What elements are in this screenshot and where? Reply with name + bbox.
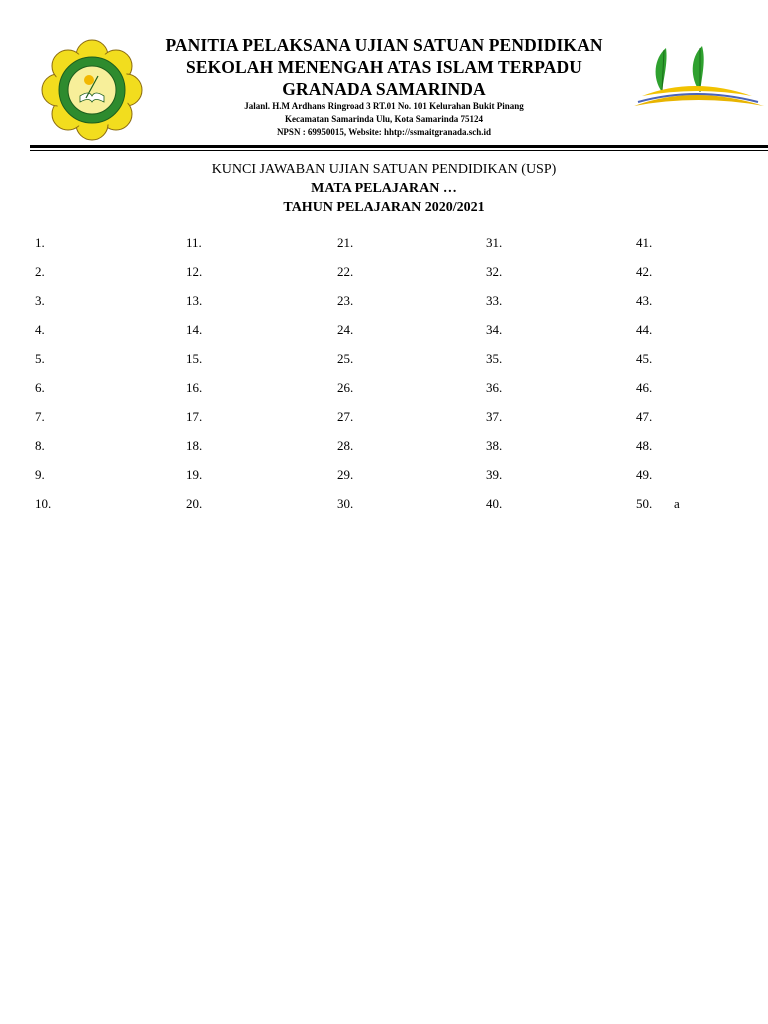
question-number: 9.: [35, 467, 45, 482]
question-number: 21.: [337, 235, 354, 250]
question-number: 8.: [35, 438, 45, 453]
question-number: 15.: [186, 351, 203, 366]
npsn-website: NPSN : 69950015, Website: hhtp://ssmaitgranada.sch.id: [276, 127, 492, 137]
question-number: 31.: [486, 235, 503, 250]
question-number: 37.: [486, 409, 503, 424]
school-type: SEKOLAH MENENGAH ATAS ISLAM TERPADU: [185, 57, 582, 77]
question-number: 22.: [337, 264, 354, 279]
answer-item: [486, 322, 502, 338]
question-number: 34.: [486, 322, 503, 337]
answer-item: [186, 496, 202, 512]
letterhead-divider-thick: [30, 145, 768, 148]
answer-item: [337, 438, 353, 454]
answer-item: [337, 380, 353, 396]
answer-item: [636, 264, 652, 280]
question-number: 45.: [636, 351, 653, 366]
answer-item: [486, 496, 502, 512]
question-number: 36.: [486, 380, 503, 395]
answer-item: [186, 264, 202, 280]
question-number: 46.: [636, 380, 653, 395]
answer-item: [35, 438, 45, 454]
answer-item: [337, 264, 353, 280]
question-number: 29.: [337, 467, 354, 482]
question-number: 11.: [186, 235, 202, 250]
answer-item: [486, 467, 502, 483]
answer-item: [636, 235, 652, 251]
answer-item: [486, 264, 502, 280]
title-line-1: KUNCI JAWABAN UJIAN SATUAN PENDIDIKAN (USP): [211, 162, 557, 177]
answer-item: [636, 496, 680, 512]
question-number: 50.: [636, 496, 653, 511]
answer-item: [337, 496, 353, 512]
question-number: 25.: [337, 351, 354, 366]
answer-item: [186, 322, 202, 338]
question-number: 44.: [636, 322, 653, 337]
question-number: 23.: [337, 293, 354, 308]
answer-item: [186, 380, 202, 396]
answer-item: [35, 293, 45, 309]
question-number: 32.: [486, 264, 503, 279]
answer-item: [186, 438, 202, 454]
answer-item: [35, 264, 45, 280]
answer-item: [337, 351, 353, 367]
question-number: 42.: [636, 264, 653, 279]
question-number: 41.: [636, 235, 653, 250]
question-number: 43.: [636, 293, 653, 308]
question-number: 12.: [186, 264, 203, 279]
question-number: 20.: [186, 496, 203, 511]
question-number: 24.: [337, 322, 354, 337]
question-number: 38.: [486, 438, 503, 453]
question-number: 17.: [186, 409, 203, 424]
committee-title: PANITIA PELAKSANA UJIAN SATUAN PENDIDIKAN: [165, 35, 603, 55]
question-number: 19.: [186, 467, 203, 482]
answer-item: [337, 293, 353, 309]
answer-item: [337, 409, 353, 425]
answer-item: [35, 351, 45, 367]
answer-item: [35, 380, 45, 396]
answer-item: [636, 380, 652, 396]
question-number: 49.: [636, 467, 653, 482]
question-number: 18.: [186, 438, 203, 453]
question-number: 35.: [486, 351, 503, 366]
answer-item: [186, 467, 202, 483]
question-number: 5.: [35, 351, 45, 366]
question-number: 33.: [486, 293, 503, 308]
letterhead: [0, 30, 768, 148]
title-line-3: TAHUN PELAJARAN 2020/2021: [283, 200, 485, 215]
answer-item: [486, 409, 502, 425]
answer-key-grid: [0, 235, 768, 525]
answer-item: [186, 351, 202, 367]
answer-item: [35, 496, 51, 512]
question-number: 13.: [186, 293, 203, 308]
school-name: GRANADA SAMARINDA: [282, 79, 486, 99]
question-number: 26.: [337, 380, 354, 395]
answer-item: [35, 235, 45, 251]
answer-item: [636, 351, 652, 367]
letterhead-text: [158, 34, 610, 139]
question-number: 27.: [337, 409, 354, 424]
answer-value: a: [674, 496, 680, 511]
question-number: 39.: [486, 467, 503, 482]
question-number: 7.: [35, 409, 45, 424]
question-number: 28.: [337, 438, 354, 453]
answer-item: [337, 322, 353, 338]
question-number: 40.: [486, 496, 503, 511]
address-line-2: Kecamatan Samarinda Ulu, Kota Samarinda 75124: [284, 114, 483, 124]
question-number: 47.: [636, 409, 653, 424]
question-number: 30.: [337, 496, 354, 511]
answer-item: [486, 293, 502, 309]
school-emblem-icon: [40, 38, 144, 142]
question-number: 2.: [35, 264, 45, 279]
address-line-1: Jalanl. H.M Ardhans Ringroad 3 RT.01 No. 101 Kelurahan Bukit Pinang: [244, 101, 524, 111]
letterhead-divider-thin: [30, 150, 768, 151]
answer-item: [486, 235, 502, 251]
answer-item: [636, 467, 652, 483]
title-line-2: MATA PELAJARAN …: [311, 181, 457, 196]
question-number: 1.: [35, 235, 45, 250]
question-number: 4.: [35, 322, 45, 337]
question-number: 16.: [186, 380, 203, 395]
answer-item: [486, 380, 502, 396]
answer-item: [186, 235, 202, 251]
answer-item: [337, 235, 353, 251]
question-number: 10.: [35, 496, 52, 511]
answer-item: [636, 438, 652, 454]
answer-item: [636, 409, 652, 425]
answer-item: [636, 293, 652, 309]
answer-item: [186, 409, 202, 425]
answer-item: [636, 322, 652, 338]
document-title: [0, 160, 768, 217]
answer-item: [486, 351, 502, 367]
question-number: 3.: [35, 293, 45, 308]
question-number: 14.: [186, 322, 203, 337]
answer-item: [337, 467, 353, 483]
answer-item: [186, 293, 202, 309]
answer-item: [35, 322, 45, 338]
jsit-feather-logo-icon: [624, 36, 768, 146]
answer-item: [486, 438, 502, 454]
question-number: 48.: [636, 438, 653, 453]
answer-item: [35, 409, 45, 425]
answer-item: [35, 467, 45, 483]
question-number: 6.: [35, 380, 45, 395]
